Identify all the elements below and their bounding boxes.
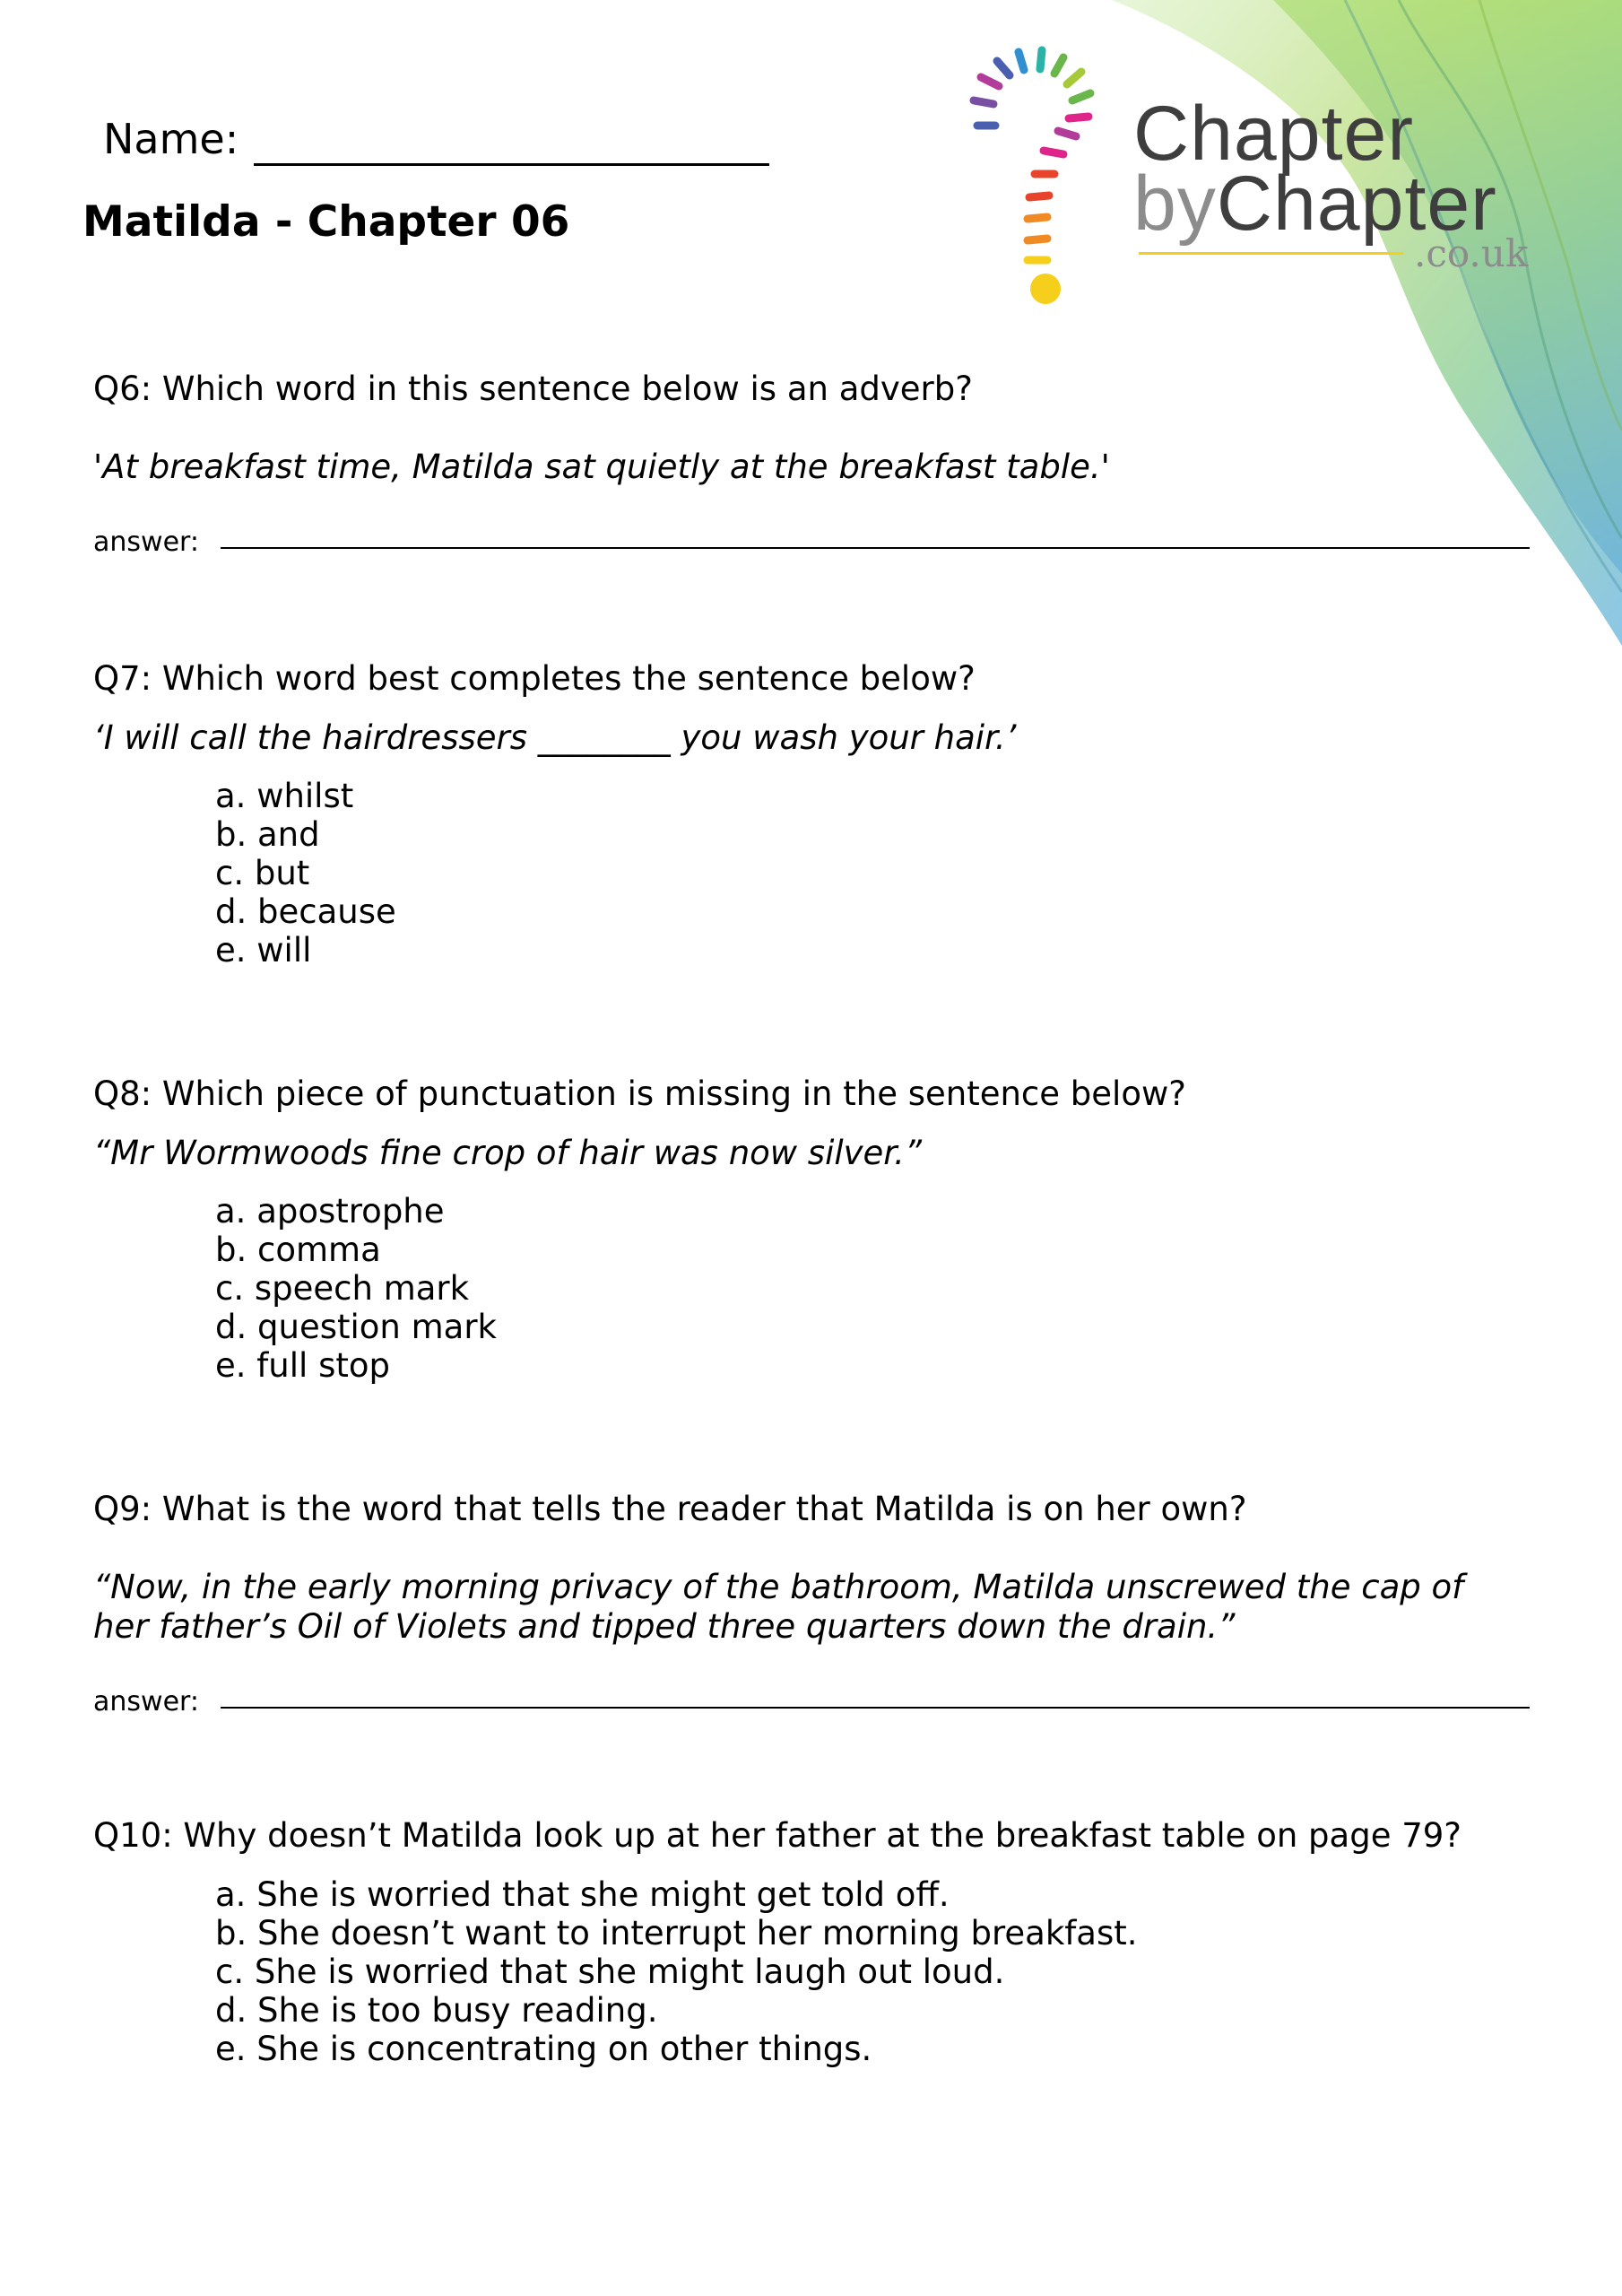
q7-option-b[interactable]: b. and <box>215 815 320 854</box>
q8-option-a[interactable]: a. apostrophe <box>215 1192 445 1231</box>
logo-underline <box>1139 252 1403 255</box>
q7-option-e[interactable]: e. will <box>215 931 312 970</box>
q9-prompt: Q9: What is the word that tells the reader that Matilda is on her own? <box>93 1490 1247 1528</box>
q10-option-a[interactable]: a. She is worried that she might get told off. <box>215 1875 950 1914</box>
q8-option-e[interactable]: e. full stop <box>215 1346 390 1385</box>
q9-quote: “Now, in the early morning privacy of the bathroom, Matilda unscrewed the cap of her father’s Oil of Violets and tipped three quarters down the drain.” <box>93 1568 1464 1646</box>
logo-domain: .co.uk <box>1414 231 1529 275</box>
q8-quote: “Mr Wormwoods fine crop of hair was now silver.” <box>93 1134 923 1172</box>
q10-option-d[interactable]: d. She is too busy reading. <box>215 1991 658 2030</box>
q8-option-b[interactable]: b. comma <box>215 1231 381 1269</box>
name-label: Name: <box>103 115 239 163</box>
q10-options <box>215 1875 1138 2068</box>
q8-options <box>215 1192 497 1385</box>
q6-answer-line[interactable] <box>221 547 1530 549</box>
q8-prompt: Q8: Which piece of punctuation is missing in the sentence below? <box>93 1074 1186 1113</box>
q9-answer-label: answer: <box>93 1686 199 1718</box>
q10-option-e[interactable]: e. She is concentrating on other things. <box>215 2030 872 2068</box>
q6-quote: 'At breakfast time, Matilda sat quietly at the breakfast table.' <box>93 448 1110 486</box>
q7-option-c[interactable]: c. but <box>215 854 310 892</box>
q7-prompt: Q7: Which word best completes the sentence below? <box>93 659 976 698</box>
logo-chapter-second: Chapter <box>1216 161 1497 247</box>
q9-answer-line[interactable] <box>221 1707 1530 1709</box>
name-input-line[interactable] <box>254 163 769 166</box>
q8-option-c[interactable]: c. speech mark <box>215 1269 470 1308</box>
q7-option-a[interactable]: a. whilst <box>215 777 354 815</box>
q7-quote: ‘I will call the hairdressers ________ you wash your hair.’ <box>93 718 1017 757</box>
logo-by: by <box>1133 161 1217 247</box>
q7-options <box>215 777 396 970</box>
q10-prompt: Q10: Why doesn’t Matilda look up at her father at the breakfast table on page 79? <box>93 1816 1462 1855</box>
q6-prompt: Q6: Which word in this sentence below is an adverb? <box>93 370 973 408</box>
q10-option-c[interactable]: c. She is worried that she might laugh out loud. <box>215 1952 1005 1991</box>
q6-answer-label: answer: <box>93 526 199 558</box>
q7-option-d[interactable]: d. because <box>215 892 396 931</box>
q8-option-d[interactable]: d. question mark <box>215 1308 497 1346</box>
worksheet-title: Matilda - Chapter 06 <box>82 197 570 247</box>
logo-wordmark-chapter: Chapter <box>1133 91 1414 177</box>
q10-option-b[interactable]: b. She doesn’t want to interrupt her morning breakfast. <box>215 1914 1138 1952</box>
